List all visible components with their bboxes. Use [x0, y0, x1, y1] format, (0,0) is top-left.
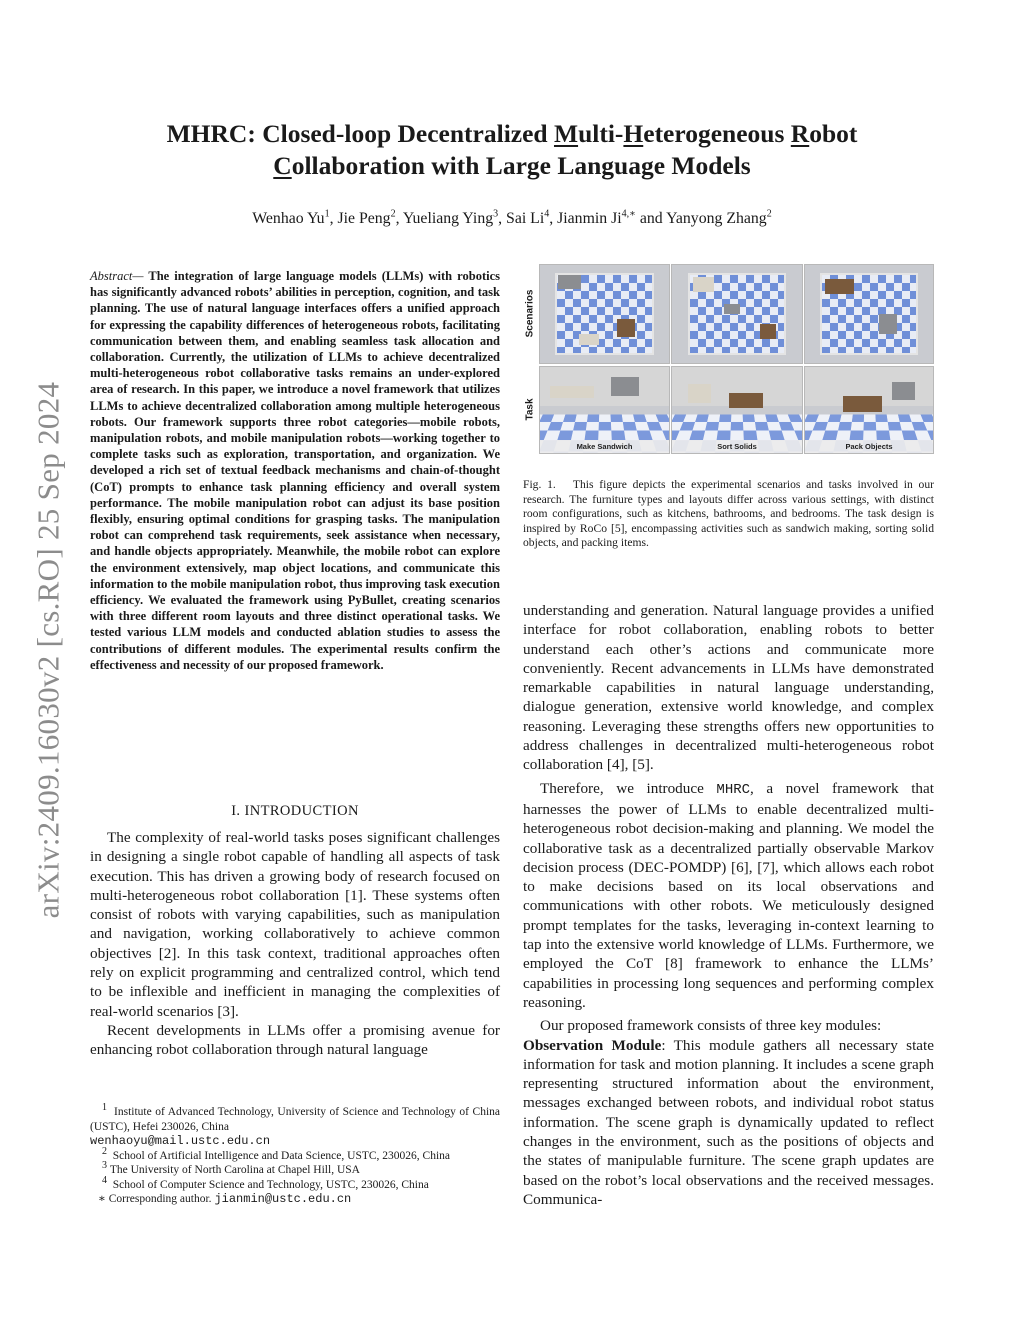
footnote: $^1$ Institute of Advanced Technology, University of Science and Technology of China (USTC), Hefei 230026, China wenhaoyu@mail.ustc.edu.cn [90, 1102, 500, 1148]
task-image-make-sandwich [539, 366, 670, 454]
row-label-task: Task [524, 397, 536, 421]
abstract-label: Abstract— [90, 269, 144, 283]
module-name: Observation Module [523, 1036, 662, 1054]
paragraph: Observation Module: This module gathers all necessary state information for task and motion planning. It includes a scene graph representing structured information about the environment, messages exchanged between robots, and individual robot status information. The scene graph is dynamically updated to reflect changes in the environment, such as the positions of objects and the states of manipulable furniture. The scene graph updates are based on the robot’s local observations and the received messages. Communica- [523, 1036, 934, 1208]
email: wenhaoyu@mail.ustc.edu.cn [90, 1134, 271, 1148]
paragraph: Recent developments in LLMs offer a promising avenue for enhancing robot collaboration through natural language [90, 1021, 500, 1059]
paragraph: Our proposed framework consists of three key modules: [540, 1017, 882, 1035]
paragraph: The complexity of real-world tasks poses significant challenges in designing a single robot capable of handling all aspects of task execution. This has driven a growing body of research focused on multi-heterogeneous robot collaboration [1]. These systems often consist of robots with varying capabilities, such as manipulation and navigation, working collaboratively to achieve common objectives [2]. In this task context, traditional approaches often rely on explicit programming and centralized control, which tend to be inflexible and inefficient in managing the complexities of real-world scenarios [3]. [90, 829, 500, 1020]
author-list: Wenhao Yu$^1$, Jie Peng$^2$, Yueliang Ying$^3$, Sai Li$^4$, Jianmin $Ji^{4,∗}$ and Yanyong Zhang$^2$ [252, 208, 772, 227]
abstract [90, 268, 500, 673]
caption-text: This figure depicts the experimental scenarios and tasks involved in our research. The furniture types and layouts differ across various settings, with distinct room configurations, such as kitchens, bathrooms, and bedrooms. The task design is inspired by RoCo [5], encompassing activities such as sandwich making, sorting solid objects, and packing items. [523, 478, 934, 549]
paper-title: MHRC: Closed-loop Decentralized Multi-Heterogeneous Robot Collaboration with Large Language Models [166, 119, 858, 180]
introduction-text [90, 828, 500, 1060]
task-image-pack-objects [804, 366, 934, 454]
task-label: Pack Objects [805, 440, 933, 453]
task-label: Make Sandwich [540, 440, 669, 453]
footnote: ∗ Corresponding author. jianmin@ustc.edu.cn [98, 1192, 352, 1206]
scenario-image-bedroom [804, 264, 934, 364]
scenario-image-bathroom [671, 264, 803, 364]
task-label: Sort Solids [672, 440, 802, 453]
figure-1 [523, 262, 934, 454]
right-column-text [523, 601, 934, 1209]
footnote: $^2$ School of Artificial Intelligence and Data Science, USTC, 230026, China [102, 1145, 451, 1162]
framework-name: MHRC [716, 781, 751, 798]
paragraph: understanding and generation. Natural language provides a unified interface for robot collaboration, enabling robots to better understand each other’s actions and communicate more conveniently. Recent advancements in LLMs have demonstrated remarkable capabilities in natural language understanding, dialogue generation, extensive world knowledge, and complex reasoning. Leveraging these strengths offers new opportunities to address challenges in decentralized multi-heterogeneous robot collaboration [4], [5]. [523, 602, 934, 774]
figure-caption [523, 478, 934, 551]
paragraph: Therefore, we introduce MHRC, a novel framework that harnesses the power of LLMs to enable decentralized multi-heterogeneous robot decision-making and planning. We model the collaborative task as a decentralized partially observable Markov decision process (DEC-POMDP) [6], [7], which allows each robot to make decisions based on its local observations and communications with other robots. We meticulously designed prompt templates for the tasks, leveraging in-context learning to tap into the extensive world knowledge of LLMs. Furthermore, we employed the CoT [8] framework to enhance the LLMs’ capabilities in processing long sequences and performing complex reasoning. [523, 779, 934, 1011]
caption-label: Fig. 1. [523, 478, 556, 491]
row-label-scenarios: Scenarios [524, 289, 536, 337]
footnotes [90, 1102, 500, 1207]
email: jianmin@ustc.edu.cn [214, 1192, 352, 1206]
footnote: $^4$ School of Computer Science and Technology, USTC, 230026, China [102, 1174, 429, 1191]
abstract-text: The integration of large language models (LLMs) with robotics has significantly advanced robots’ abilities in perception, cognition, and task planning. The use of natural language interfaces offers a unified approach for expressing the capability differences of heterogeneous robots, facilitating communication between them, and enabling seamless task allocation and collaboration. Currently, the utilization of LLMs to achieve decentralized multi-heterogeneous robot collaborative tasks remains an under-explored area of research. In this paper, we introduce a novel framework that utilizes LLMs to achieve decentralized collaboration among multiple heterogeneous robots. Our framework supports three robot categories—mobile robots, manipulation robots, and mobile manipulation robots—working together to complete tasks such as exploration, transportation, and organization. We developed a rich set of textual feedback mechanisms and chain-of-thought (CoT) prompts to enhance task planning efficiency and overall system performance. The mobile manipulation robot can adjust its base position flexibly, ensuring optimal conditions for grasping tasks. The manipulation robot can comprehend task requirements, seek assistance when necessary, and handle objects appropriately. Meanwhile, the mobile robot can explore the environment extensively, map object locations, and communicate this information to the mobile manipulation robot, thus improving task execution efficiency. We evaluated the framework using PyBullet, creating scenarios with three different room layouts and three distinct operational tasks. We tested various LLM models and conducted ablation studies to assess the contributions of different modules. The experimental results confirm the effectiveness and necessity of our proposed framework. [90, 269, 500, 672]
task-image-sort-solids [671, 366, 803, 454]
footnote: $^3$ The University of North Carolina at Chapel Hill, USA [102, 1160, 360, 1176]
scenario-image-kitchen [539, 264, 670, 364]
arxiv-identifier [24, 350, 72, 950]
arxiv-id-text: arXiv:2409.16030v2 [cs.RO] 25 Sep 2024 [30, 381, 66, 919]
section-heading: I. INTRODUCTION [231, 803, 359, 819]
